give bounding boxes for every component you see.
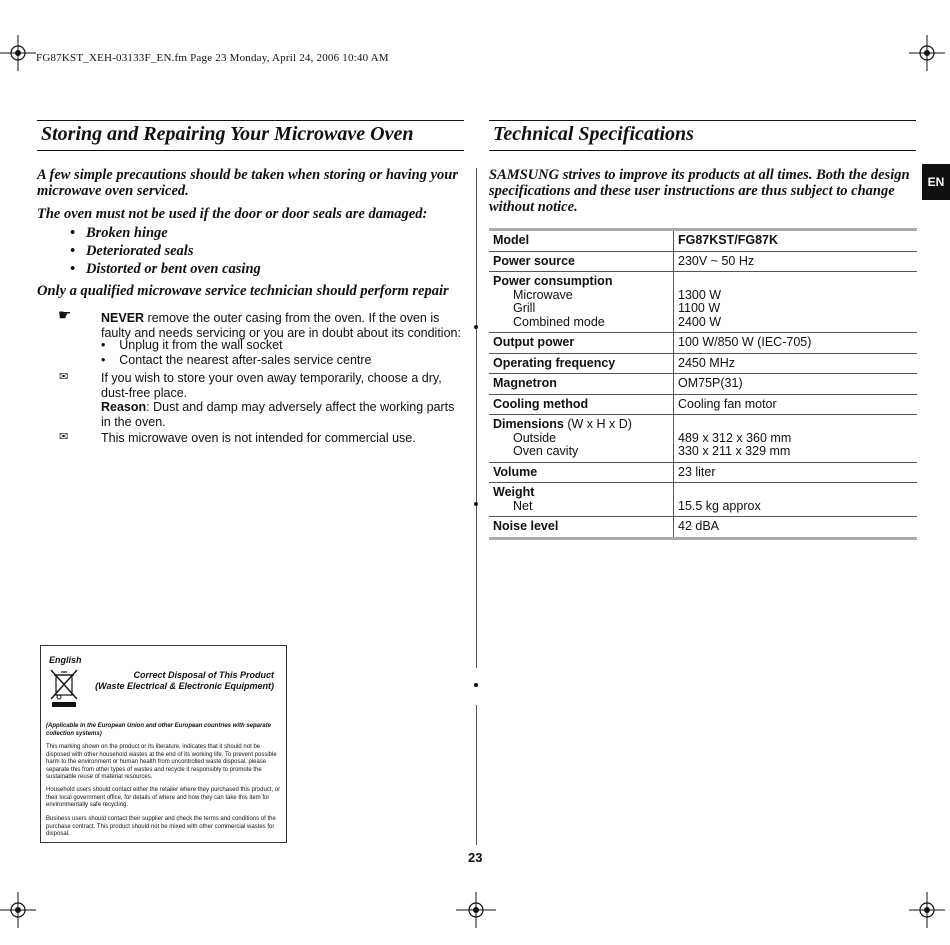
note1-list [101,338,463,368]
spec-subkey: Microwave [513,287,573,302]
spec-value: 23 liter [678,464,716,479]
spec-key: Output power [489,333,674,354]
table-row [489,462,917,483]
spec-value: 42 dBA [678,519,720,533]
spec-key: Cooling method [489,394,674,415]
title-rule-top [489,120,916,121]
table-row [489,272,917,333]
list-item: • Deteriorated seals [70,243,194,259]
spec-value: 100 W/850 W (IEC-705) [678,335,812,349]
title-rule-bottom [37,150,464,151]
disposal-para-2: Household users should contact either the retailer where they purchased this product, or their local government office, for details of where and how they can take this item for environmentally safe recycling. [46,787,281,808]
damage-list [70,224,261,278]
registration-mark-icon [456,890,496,930]
list-item: • Distorted or bent oven casing [70,261,261,277]
divider-dot [474,502,478,506]
spec-key: Volume [489,462,674,483]
table-row [489,230,917,252]
spec-value: OM75P(31) [678,376,743,390]
disposal-language: English [49,655,82,665]
spec-subkey: Grill [513,301,536,315]
table-row [489,333,917,354]
spec-subkey: Oven cavity [513,444,579,458]
spec-key: Dimensions (W x H x D) Outside Oven cavity [489,415,674,463]
table-row [489,517,917,539]
spec-value: FG87KST/FG87K [674,230,918,252]
note-storage: If you wish to store your oven away temporarily, choose a dry, dust-free place. [101,371,442,400]
spec-key: Power consumption Microwave Grill Combined mode [489,272,674,333]
disposal-para-3: Business users should contact their supplier and check the terms and conditions of the purchase contract. This product should not be mixed with other commercial wastes for disposal. [46,816,276,837]
disposal-applicable: (Applicable in the European Union and other European countries with separate collection systems) [46,723,272,737]
page-number: 23 [468,850,483,865]
weee-disposal-box [40,645,287,843]
table-row [489,415,917,463]
spec-value: 15.5 kg approx [678,498,761,513]
spec-subkey: Net [513,498,533,513]
technician-note: Only a qualified microwave service technician should perform repair [37,283,449,299]
spec-value: 489 x 312 x 360 mm 330 x 211 x 329 mm [678,430,792,458]
spec-value: 1300 W 1100 W 2400 W [678,287,722,329]
table-row [489,353,917,374]
registration-mark-icon [905,890,945,930]
spec-key: Operating frequency [489,353,674,374]
list-item: • Broken hinge [70,225,168,241]
spec-subkey: Outside [513,430,557,445]
storing-intro: A few simple precautions should be taken when storing or having your microwave oven serviced. [37,167,458,199]
spec-subkey: Combined mode [513,314,605,329]
disposal-para-1: This marking shown on the product or its literature, indicates that it should not be disposed with other household wastes at the end of its working life. To prevent possible harm to the environment or human health from uncontrolled waste disposal, please separate this from other types of wastes and recycle it responsibly to promote the sustainable reuse of material resources. [46,744,277,780]
spec-key: Power source [489,251,674,272]
note-commercial-use: This microwave oven is not intended for commercial use. [101,431,416,445]
registration-mark-icon [905,33,945,73]
pointing-hand-icon: ☛ [58,307,72,324]
spec-key: Weight Net [489,483,674,517]
table-row [489,483,917,517]
crossed-bin-icon [49,668,79,708]
note-icon: ✉ [59,371,69,383]
registration-mark-icon [0,890,40,930]
spec-key: Magnetron [489,374,674,395]
note-icon: ✉ [59,431,69,443]
spec-key: Noise level [489,517,674,539]
note-never-remove: NEVER remove the outer casing from the oven. If the oven is faulty and needs servicing or you are in doubt about its condition: [101,311,461,340]
title-rule-bottom [489,150,916,151]
specs-intro: SAMSUNG strives to improve its products at all times. Both the design specifications and these user instructions are thus subject to change without notice. [489,167,910,215]
registration-mark-icon [0,33,40,73]
door-warning: The oven must not be used if the door or door seals are damaged: [37,206,428,222]
divider-dot [474,683,478,687]
list-item: • Unplug it from the wall socket [101,338,283,352]
list-item: • Contact the nearest after-sales service centre [101,353,372,367]
spec-value: 2450 MHz [678,355,735,370]
file-header: FG87KST_XEH-03133F_EN.fm Page 23 Monday, April 24, 2006 10:40 AM [36,52,389,64]
table-row [489,374,917,395]
spec-value: 230V ~ 50 Hz [678,253,755,268]
title-rule-top [37,120,464,121]
section-title-specs: Technical Specifications [493,123,694,145]
spec-value: Cooling fan motor [678,396,777,411]
language-tab: EN [922,164,950,200]
column-divider [476,168,477,668]
section-title-storing: Storing and Repairing Your Microwave Oven [41,123,414,145]
disposal-title: Correct Disposal of This Product (Waste Electrical & Electronic Equipment) [95,670,274,691]
spec-key: Model [489,230,674,252]
spec-table [489,228,917,540]
note-storage-reason: Reason: Dust and damp may adversely affect the working parts in the oven. [101,400,455,429]
divider-dot [474,325,478,329]
table-row [489,394,917,415]
column-divider [476,705,477,845]
table-row [489,251,917,272]
